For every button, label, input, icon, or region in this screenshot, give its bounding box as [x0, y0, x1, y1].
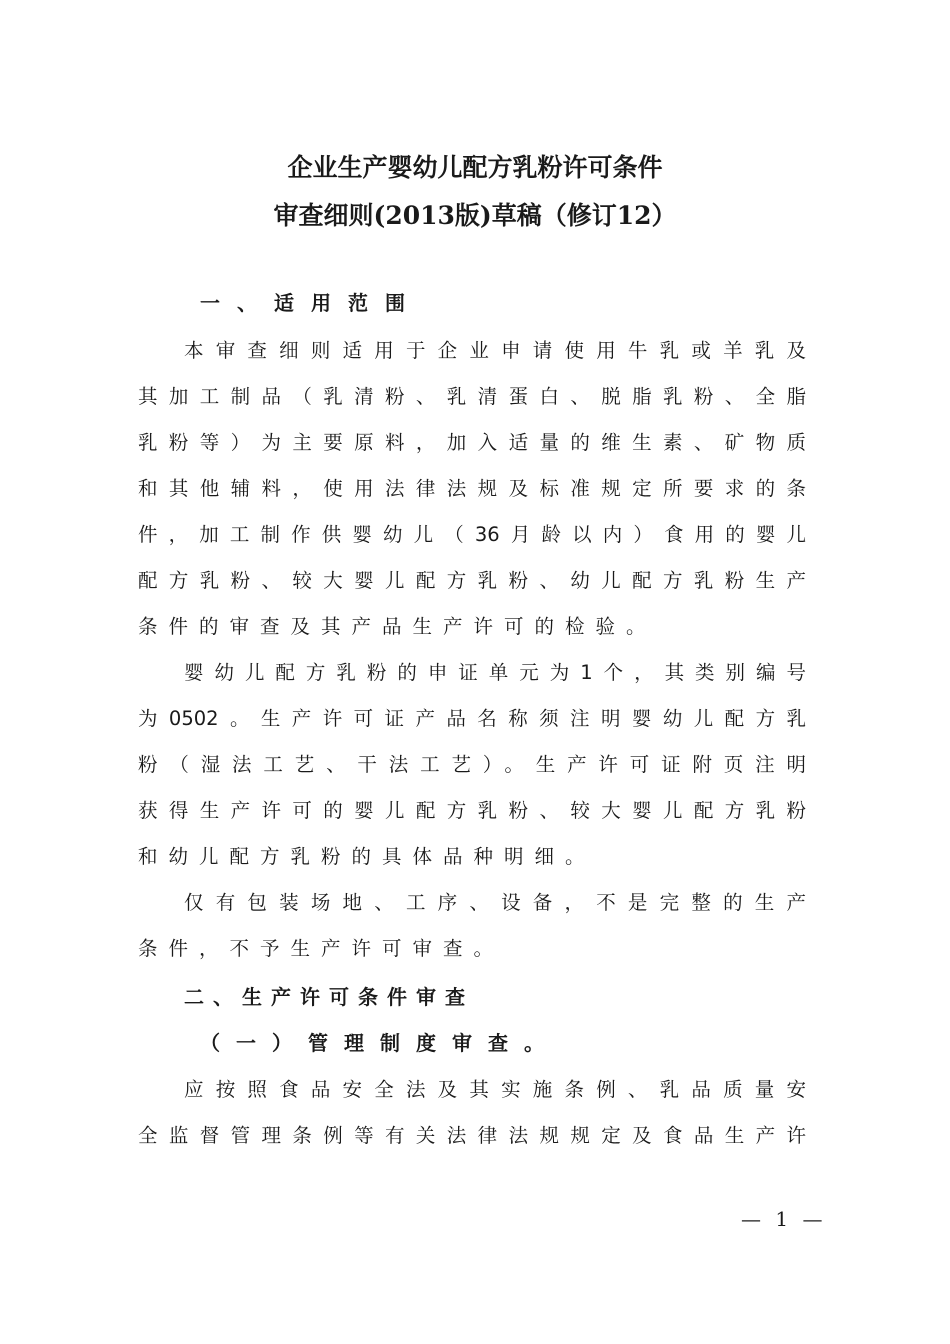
paragraph-2-line: 粉（湿法工艺、干法工艺）。生产许可证附页注明 — [138, 753, 806, 776]
document-title-line-1: 企业生产婴幼儿配方乳粉许可条件 — [287, 153, 663, 182]
paragraph-1-line: 乳粉等）为主要原料，加入适量的维生素、矿物质 — [138, 431, 806, 454]
paragraph-1-line: 本审查细则适用于企业申请使用牛乳或羊乳及 — [184, 339, 806, 362]
paragraph-1-line: 其加工制品（乳清粉、乳清蛋白、脱脂乳粉、全脂 — [138, 385, 806, 408]
paragraph-3-line: 仅有包装场地、工序、设备，不是完整的生产 — [184, 891, 806, 914]
document-title-line-2: 审查细则(2013版)草稿（修订12） — [273, 201, 677, 230]
paragraph-3-line: 条件，不予生产许可审查。 — [138, 937, 505, 960]
paragraph-1-line: 件，加工制作供婴幼儿（36月龄以内）食用的婴儿 — [138, 523, 806, 546]
page-number: — 1 — — [741, 1207, 827, 1231]
paragraph-2-line: 和幼儿配方乳粉的具体品种明细。 — [138, 845, 596, 868]
paragraph-1-line: 配方乳粉、较大婴儿配方乳粉、幼儿配方乳粉生产 — [138, 569, 806, 592]
paragraph-4-line: 应按照食品安全法及其实施条例、乳品质量安 — [184, 1078, 806, 1101]
paragraph-2-line: 获得生产许可的婴儿配方乳粉、较大婴儿配方乳粉 — [138, 799, 806, 822]
section-1-heading: 一、适用范围 — [200, 291, 422, 315]
section-2-heading: 二、生产许可条件审查 — [184, 985, 474, 1009]
subsection-1-heading: （一）管理制度审查。 — [200, 1031, 560, 1055]
paragraph-1-line: 条件的审查及其产品生产许可的检验。 — [138, 615, 657, 638]
paragraph-2-line: 为0502。生产许可证产品名称须注明婴幼儿配方乳 — [138, 707, 806, 730]
paragraph-4-line: 全监督管理条例等有关法律法规规定及食品生产许 — [138, 1124, 806, 1147]
paragraph-2-line: 婴幼儿配方乳粉的申证单元为1个，其类别编号 — [184, 661, 806, 684]
paragraph-1-line: 和其他辅料，使用法律法规及标准规定所要求的条 — [138, 477, 806, 500]
